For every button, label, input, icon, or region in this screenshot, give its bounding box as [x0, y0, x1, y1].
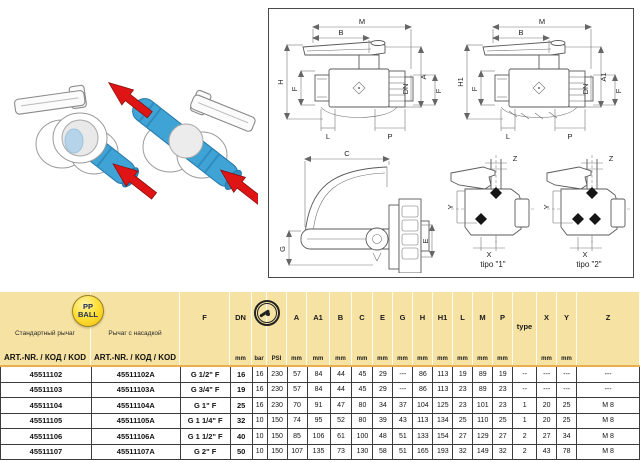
- cell-m: 110: [473, 414, 493, 429]
- col-header-bar: bar: [252, 292, 267, 365]
- dim-label-y: Y: [542, 204, 551, 210]
- cell-art-nr-nozzle: 45511107A: [92, 445, 181, 460]
- col-header-nozzle-lever: [91, 292, 180, 365]
- cell-m: 129: [473, 429, 493, 444]
- cell-type: 2: [513, 429, 537, 444]
- art-nr-label: ART.-NR. / КОД / KOD: [93, 353, 177, 362]
- dimension-drawings-panel: [268, 8, 634, 278]
- cell-b: 47: [331, 398, 353, 413]
- table-body: [0, 367, 640, 460]
- cell-p: 23: [493, 383, 513, 398]
- cell-e: 58: [373, 445, 393, 460]
- table-row: [1, 383, 640, 399]
- col-header-m: M mm: [473, 292, 493, 365]
- cell-art-nr-standard: 45511107: [1, 445, 92, 460]
- cell-m: 89: [473, 383, 493, 398]
- cell-b: 44: [331, 383, 353, 398]
- cell-y: 78: [557, 445, 577, 460]
- dim-label-z: Z: [608, 154, 614, 163]
- cell-g: 43: [393, 414, 413, 429]
- cell-psi: 150: [268, 414, 288, 429]
- dim-label-f-left: F: [470, 86, 479, 92]
- cell-a1: 84: [308, 367, 331, 382]
- dim-label-l: L: [505, 132, 511, 141]
- col-header-y: Y mm: [557, 292, 577, 365]
- cell-x: ---: [537, 383, 557, 398]
- cell-a: 57: [288, 367, 308, 382]
- cell-b: 44: [331, 367, 353, 382]
- dim-label-dn: DN: [581, 83, 590, 95]
- cell-m: 89: [473, 367, 493, 382]
- cell-art-nr-standard: 45511104: [1, 398, 92, 413]
- col-header-g: G mm: [393, 292, 413, 365]
- cell-p: 27: [493, 429, 513, 444]
- dim-label-x: X: [582, 250, 588, 259]
- cell-h1: 154: [433, 429, 453, 444]
- cell-e: 48: [373, 429, 393, 444]
- cell-a1: 95: [308, 414, 331, 429]
- cell-thread-f: G 1 1/4" F: [181, 414, 231, 429]
- cell-g: ---: [393, 367, 413, 382]
- cell-thread-f: G 1" F: [181, 398, 231, 413]
- dim-label-f-right: F: [614, 88, 623, 94]
- cell-art-nr-standard: 45511103: [1, 383, 92, 398]
- cell-y: 34: [557, 429, 577, 444]
- dim-label-f-left: F: [290, 86, 299, 92]
- drawing-front-nozzle-lever: [455, 13, 631, 143]
- cell-z: M 8: [577, 445, 640, 460]
- table-header: [0, 292, 640, 367]
- dim-label-h1: H1: [456, 77, 465, 87]
- cell-h1: 113: [433, 383, 453, 398]
- cell-e: 29: [373, 367, 393, 382]
- cell-l: 23: [453, 383, 473, 398]
- cell-l: 27: [453, 429, 473, 444]
- col-header-b: B mm: [330, 292, 352, 365]
- cell-a1: 84: [308, 383, 331, 398]
- cell-e: 34: [373, 398, 393, 413]
- cell-type: 1: [513, 414, 537, 429]
- cell-z: ---: [577, 383, 640, 398]
- col-header-a: A mm: [287, 292, 307, 365]
- cell-c: 45: [352, 383, 373, 398]
- cell-a: 107: [288, 445, 308, 460]
- cell-e: 39: [373, 414, 393, 429]
- cell-thread-f: G 1/2" F: [181, 367, 231, 382]
- dim-label-f-right: F: [434, 88, 443, 94]
- cell-type: --: [513, 383, 537, 398]
- cell-h: 133: [413, 429, 433, 444]
- col-header-a1: A1 mm: [307, 292, 330, 365]
- cell-c: 100: [352, 429, 373, 444]
- cell-art-nr-standard: 45511105: [1, 414, 92, 429]
- cell-dn: 32: [231, 414, 253, 429]
- cell-type: 1: [513, 398, 537, 413]
- cell-psi: 230: [268, 398, 288, 413]
- cell-x: 20: [537, 414, 557, 429]
- dim-label-m: M: [358, 17, 366, 26]
- cell-h: 86: [413, 367, 433, 382]
- cell-z: ---: [577, 367, 640, 382]
- dim-label-h: H: [276, 79, 285, 85]
- cell-g: ---: [393, 383, 413, 398]
- dim-label-l: L: [325, 132, 331, 141]
- cell-bar: 16: [253, 398, 268, 413]
- table-row: [1, 445, 640, 461]
- cell-g: 37: [393, 398, 413, 413]
- cell-h1: 134: [433, 414, 453, 429]
- drawing-front-standard-lever: [275, 13, 451, 143]
- table-row: [1, 414, 640, 430]
- cell-b: 73: [331, 445, 353, 460]
- col-header-h: H mm: [413, 292, 433, 365]
- dim-label-z: Z: [512, 154, 518, 163]
- col-header-x: X mm: [537, 292, 557, 365]
- cell-z: M 8: [577, 429, 640, 444]
- cell-art-nr-nozzle: 45511102A: [92, 367, 181, 382]
- cell-c: 80: [352, 414, 373, 429]
- cell-h: 113: [413, 414, 433, 429]
- cell-x: 20: [537, 398, 557, 413]
- cell-c: 45: [352, 367, 373, 382]
- cell-dn: 40: [231, 429, 253, 444]
- cell-m: 101: [473, 398, 493, 413]
- cell-psi: 230: [268, 367, 288, 382]
- tipo-2-caption: tipo "2": [576, 260, 602, 269]
- cell-h1: 113: [433, 367, 453, 382]
- pp-ball-logo: [72, 295, 104, 327]
- col-header-c: C mm: [352, 292, 373, 365]
- dim-label-a: A: [419, 74, 428, 80]
- drawing-tipo-1: [445, 145, 541, 271]
- dim-label-b: B: [338, 28, 344, 37]
- dim-label-m: M: [538, 17, 546, 26]
- col-header-f: F: [180, 292, 230, 365]
- cell-bar: 16: [253, 367, 268, 382]
- cell-b: 61: [331, 429, 353, 444]
- cell-h: 86: [413, 383, 433, 398]
- cell-l: 32: [453, 445, 473, 460]
- nozzle-lever-title: Рычаг с насадкой: [108, 330, 162, 337]
- table-row: [1, 429, 640, 445]
- cell-g: 51: [393, 429, 413, 444]
- cell-y: ---: [557, 367, 577, 382]
- cell-g: 51: [393, 445, 413, 460]
- cell-psi: 150: [268, 429, 288, 444]
- table-row: [1, 367, 640, 383]
- cell-a: 85: [288, 429, 308, 444]
- cell-y: ---: [557, 383, 577, 398]
- dim-label-e: E: [421, 238, 430, 244]
- art-nr-label: ART.-NR. / КОД / KOD: [3, 353, 87, 362]
- cell-y: 25: [557, 414, 577, 429]
- cell-art-nr-nozzle: 45511105A: [92, 414, 181, 429]
- cell-l: 23: [453, 398, 473, 413]
- cell-l: 25: [453, 414, 473, 429]
- cell-dn: 19: [231, 383, 253, 398]
- cell-h: 104: [413, 398, 433, 413]
- cell-art-nr-standard: 45511102: [1, 367, 92, 382]
- col-header-e: E mm: [373, 292, 393, 365]
- cell-psi: 230: [268, 383, 288, 398]
- cell-z: M 8: [577, 398, 640, 413]
- cell-bar: 10: [253, 414, 268, 429]
- dim-label-b: B: [518, 28, 524, 37]
- cell-psi: 150: [268, 445, 288, 460]
- open-valve-illustration: [103, 75, 258, 209]
- pressure-gauge-icon: [254, 300, 280, 326]
- cell-p: 25: [493, 414, 513, 429]
- cell-dn: 25: [231, 398, 253, 413]
- dim-label-p: P: [387, 132, 393, 141]
- col-header-dn: DN mm: [230, 292, 252, 365]
- cell-h: 165: [413, 445, 433, 460]
- drawing-top-view: [275, 145, 439, 273]
- col-header-l: L mm: [453, 292, 473, 365]
- table-row: [1, 398, 640, 414]
- cell-thread-f: G 3/4" F: [181, 383, 231, 398]
- cell-p: 32: [493, 445, 513, 460]
- cell-h1: 125: [433, 398, 453, 413]
- dim-label-x: X: [486, 250, 492, 259]
- cell-bar: 10: [253, 429, 268, 444]
- cell-l: 19: [453, 367, 473, 382]
- cell-x: 43: [537, 445, 557, 460]
- cell-x: ---: [537, 367, 557, 382]
- cell-art-nr-standard: 45511106: [1, 429, 92, 444]
- cell-a1: 91: [308, 398, 331, 413]
- dim-label-a1: A1: [599, 72, 608, 82]
- logo-text-ball: BALL: [78, 310, 98, 319]
- cell-art-nr-nozzle: 45511103A: [92, 383, 181, 398]
- cell-thread-f: G 1 1/2" F: [181, 429, 231, 444]
- cell-y: 25: [557, 398, 577, 413]
- cell-a: 74: [288, 414, 308, 429]
- dim-label-c: C: [344, 149, 350, 158]
- cell-a1: 106: [308, 429, 331, 444]
- spec-table: [0, 292, 640, 462]
- cell-a: 70: [288, 398, 308, 413]
- dim-label-g: G: [278, 246, 287, 252]
- cell-h1: 193: [433, 445, 453, 460]
- cell-dn: 16: [231, 367, 253, 382]
- cell-type: --: [513, 367, 537, 382]
- cell-e: 29: [373, 383, 393, 398]
- cell-a: 57: [288, 383, 308, 398]
- cell-c: 130: [352, 445, 373, 460]
- cell-a1: 135: [308, 445, 331, 460]
- cell-c: 80: [352, 398, 373, 413]
- cell-bar: 10: [253, 445, 268, 460]
- cell-p: 23: [493, 398, 513, 413]
- col-header-psi: PSI: [267, 292, 287, 365]
- cell-dn: 50: [231, 445, 253, 460]
- col-header-type: type: [513, 292, 537, 365]
- cell-z: M 8: [577, 414, 640, 429]
- cell-x: 27: [537, 429, 557, 444]
- col-header-h1: H1 mm: [433, 292, 453, 365]
- dim-label-dn: DN: [401, 83, 410, 95]
- dim-label-p: P: [567, 132, 573, 141]
- cell-art-nr-nozzle: 45511104A: [92, 398, 181, 413]
- cell-art-nr-nozzle: 45511106A: [92, 429, 181, 444]
- tipo-1-caption: tipo "1": [480, 260, 506, 269]
- valve-illustrations: [8, 46, 258, 236]
- col-header-p: P mm: [493, 292, 513, 365]
- cell-p: 19: [493, 367, 513, 382]
- logo-text-pp: PP: [82, 302, 93, 312]
- cell-m: 149: [473, 445, 493, 460]
- cell-b: 52: [331, 414, 353, 429]
- cell-type: 2: [513, 445, 537, 460]
- drawing-tipo-2: [541, 145, 637, 271]
- cell-thread-f: G 2" F: [181, 445, 231, 460]
- cell-bar: 16: [253, 383, 268, 398]
- standard-lever-title: Стандартный рычаг: [14, 330, 76, 337]
- col-header-z: Z: [577, 292, 640, 365]
- dim-label-y: Y: [446, 204, 455, 210]
